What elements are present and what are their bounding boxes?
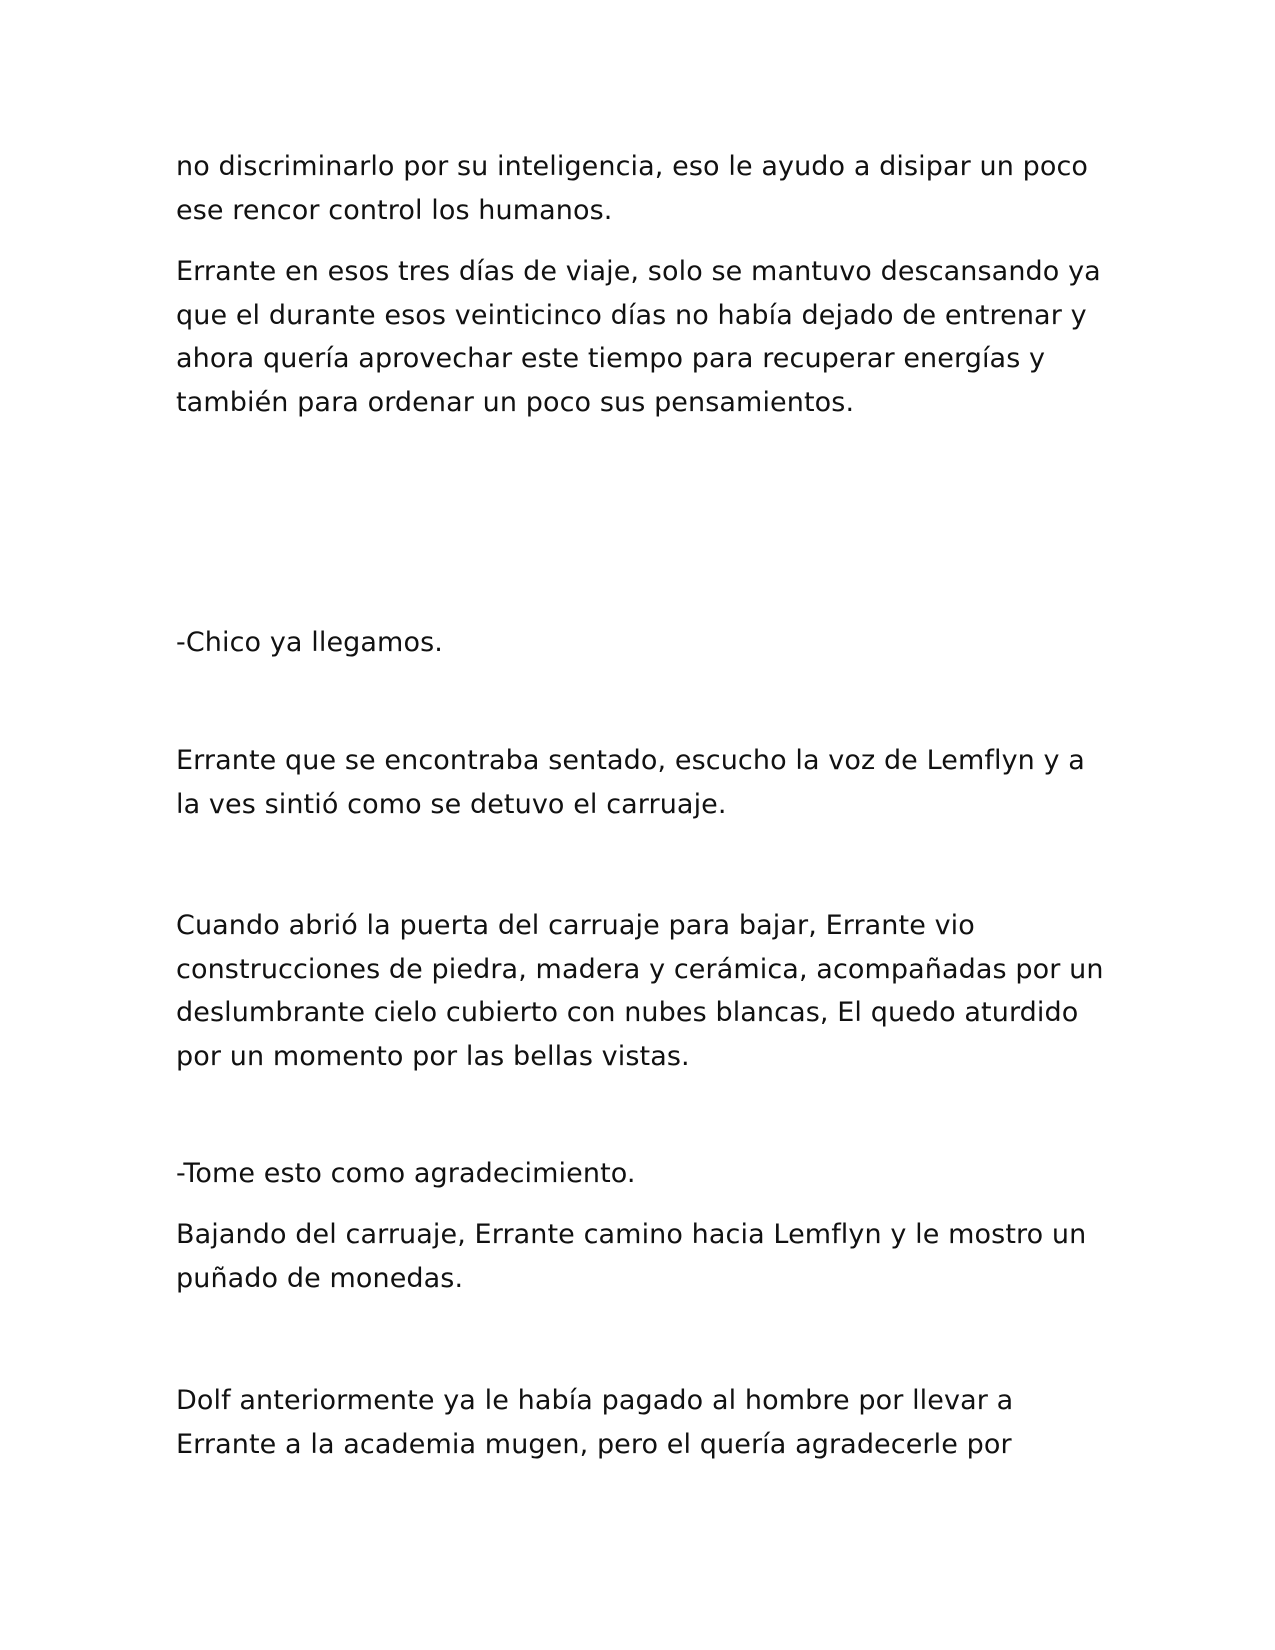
paragraph: Bajando del carruaje, Errante camino hacia Lemflyn y le mostro un puñado de monedas. xyxy=(176,1219,1087,1294)
paragraph: Errante en esos tres días de viaje, solo se mantuvo descansando ya que el durante esos veinticinco días no había dejado de entrenar y ahora quería aprovechar este tiempo para recuperar energías y también para ordenar un poco sus pensamientos. xyxy=(176,256,1101,418)
paragraph: no discriminarlo por su inteligencia, eso le ayudo a disipar un poco ese rencor control los humanos. xyxy=(176,151,1089,226)
paragraph: Dolf anteriormente ya le había pagado al hombre por llevar a Errante a la academia mugen, pero el quería agradecerle por xyxy=(176,1385,1014,1460)
paragraph: Cuando abrió la puerta del carruaje para bajar, Errante vio construcciones de piedra, madera y cerámica, acompañadas por un deslumbrante cielo cubierto con nubes blancas, El quedo aturdido por un momento por las bellas vistas. xyxy=(176,910,1104,1072)
dialogue-line: -Chico ya llegamos. xyxy=(176,627,443,658)
paragraph: Errante que se encontraba sentado, escucho la voz de Lemflyn y a la ves sintió como se detuvo el carruaje. xyxy=(176,745,1085,820)
dialogue-line: -Tome esto como agradecimiento. xyxy=(176,1158,636,1189)
